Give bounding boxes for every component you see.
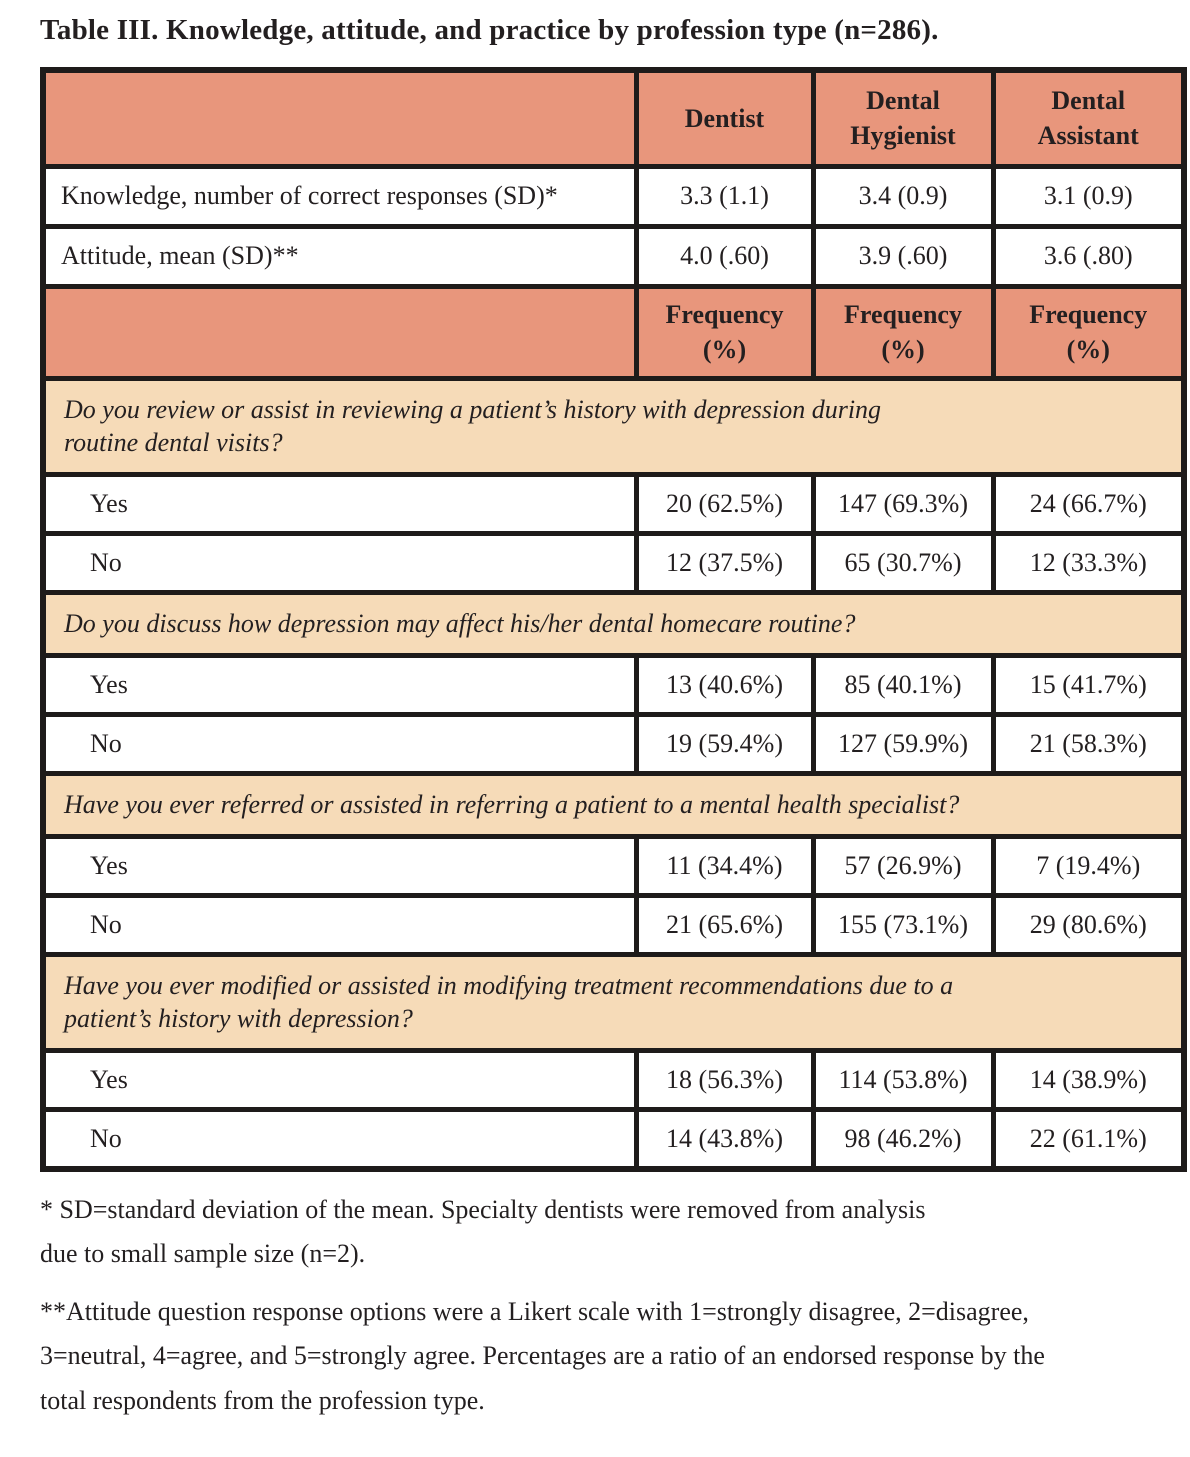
- frequency-label: Frequency: [1029, 299, 1148, 329]
- no-row: [43, 534, 1184, 593]
- question-text: [43, 954, 1184, 1051]
- value-cell-dentist: 19 (59.4%): [636, 714, 813, 773]
- question-text: [43, 593, 1184, 656]
- row-label: No: [43, 534, 636, 593]
- row-label: Yes: [43, 1051, 636, 1110]
- no-row: [43, 714, 1184, 773]
- frequency-header-row: [43, 286, 1184, 378]
- value-cell-hygienist: 85 (40.1%): [813, 655, 993, 714]
- row-label: Yes: [43, 836, 636, 895]
- row-label: Attitude, mean (SD)**: [43, 226, 636, 286]
- footnotes-section: [40, 1188, 1181, 1423]
- value-cell-assistant: 12 (33.3%): [993, 534, 1184, 593]
- footnote-line: 3=neutral, 4=agree, and 5=strongly agree. Percentages are a ratio of an endorsed response by the: [40, 1341, 1045, 1371]
- question-line: Have you ever modified or assisted in modifying treatment recommendations due to a: [64, 970, 954, 1000]
- yes-row: [43, 836, 1184, 895]
- frequency-label: (%): [702, 335, 747, 364]
- value-cell-hygienist: 3.4 (0.9): [813, 166, 993, 226]
- header-empty-cell: [43, 70, 636, 166]
- question-row-3: [43, 773, 1184, 836]
- value-cell-dentist: 18 (56.3%): [636, 1051, 813, 1110]
- value-cell-assistant: 15 (41.7%): [993, 655, 1184, 714]
- row-label: No: [43, 714, 636, 773]
- value-cell-hygienist: 114 (53.8%): [813, 1051, 993, 1110]
- question-row-2: [43, 593, 1184, 656]
- footnote-text: SD=standard deviation of the mean. Specialty dentists were removed from analysis: [59, 1194, 926, 1224]
- table-title: Table III. Knowledge, attitude, and practice by profession type (n=286).: [40, 14, 939, 46]
- row-label: Yes: [43, 655, 636, 714]
- frequency-header-assistant: [993, 286, 1184, 378]
- col-header-label: Hygienist: [850, 121, 956, 151]
- column-header-row: [43, 70, 1184, 166]
- value-cell-assistant: 3.1 (0.9): [993, 166, 1184, 226]
- question-line: Have you ever referred or assisted in referring a patient to a mental health specialist?: [64, 789, 960, 819]
- question-text: [43, 773, 1184, 836]
- value-cell-assistant: 14 (38.9%): [993, 1051, 1184, 1110]
- value-cell-hygienist: 65 (30.7%): [813, 534, 993, 593]
- value-cell-dentist: 13 (40.6%): [636, 655, 813, 714]
- attitude-row: [43, 226, 1184, 286]
- value-cell-dentist: 21 (65.6%): [636, 895, 813, 954]
- footnote-sd: [40, 1188, 1151, 1276]
- question-line: Do you review or assist in reviewing a patient’s history with depression during: [64, 394, 882, 424]
- col-header-label: Assistant: [1037, 121, 1139, 151]
- footnote-marker: **: [40, 1297, 66, 1327]
- col-header-dentist: [636, 70, 813, 166]
- value-cell-assistant: 22 (61.1%): [993, 1110, 1184, 1169]
- footnote-marker: *: [40, 1194, 53, 1224]
- footnote-line: [40, 1188, 1151, 1232]
- col-header-label: Dental: [866, 86, 940, 116]
- frequency-label: (%): [881, 335, 925, 364]
- frequency-label: Frequency: [665, 299, 784, 329]
- row-label: No: [43, 895, 636, 954]
- value-cell-dentist: 12 (37.5%): [636, 534, 813, 593]
- question-row-1: [43, 378, 1184, 475]
- footnote-line: due to small sample size (n=2).: [40, 1238, 366, 1268]
- value-cell-dentist: 20 (62.5%): [636, 475, 813, 534]
- frequency-label: (%): [1066, 335, 1110, 364]
- footnote-attitude: [40, 1290, 1151, 1423]
- knowledge-row: [43, 166, 1184, 226]
- value-cell-hygienist: 155 (73.1%): [813, 895, 993, 954]
- yes-row: [43, 655, 1184, 714]
- value-cell-hygienist: 127 (59.9%): [813, 714, 993, 773]
- value-cell-hygienist: 147 (69.3%): [813, 475, 993, 534]
- question-text: [43, 378, 1184, 475]
- no-row: [43, 1110, 1184, 1169]
- question-row-4: [43, 954, 1184, 1051]
- value-cell-assistant: 7 (19.4%): [993, 836, 1184, 895]
- value-cell-assistant: 3.6 (.80): [993, 226, 1184, 286]
- col-header-dental-assistant: [993, 70, 1184, 166]
- kap-table: [40, 67, 1187, 1172]
- no-row: [43, 895, 1184, 954]
- question-line: Do you discuss how depression may affect his/her dental homecare routine?: [64, 609, 856, 639]
- yes-row: [43, 475, 1184, 534]
- row-label: No: [43, 1110, 636, 1169]
- value-cell-hygienist: 3.9 (.60): [813, 226, 993, 286]
- question-line: routine dental visits?: [64, 428, 283, 458]
- frequency-header-hygienist: [813, 286, 993, 378]
- value-cell-dentist: 11 (34.4%): [636, 836, 813, 895]
- value-cell-hygienist: 98 (46.2%): [813, 1110, 993, 1169]
- value-cell-hygienist: 57 (26.9%): [813, 836, 993, 895]
- row-label: Knowledge, number of correct responses (SD)*: [43, 166, 636, 226]
- yes-row: [43, 1051, 1184, 1110]
- footnote-text: Attitude question response options were a Likert scale with 1=strongly disagree, 2=disagree,: [66, 1297, 1029, 1327]
- frequency-label: Frequency: [844, 299, 962, 329]
- col-header-label: Dental: [1051, 86, 1126, 116]
- frequency-empty-cell: [43, 286, 636, 378]
- question-line: patient’s history with depression?: [64, 1004, 413, 1034]
- col-header-dental-hygienist: [813, 70, 993, 166]
- value-cell-dentist: 4.0 (.60): [636, 226, 813, 286]
- value-cell-assistant: 29 (80.6%): [993, 895, 1184, 954]
- footnote-line: [40, 1290, 1151, 1334]
- footnote-line: total respondents from the profession type.: [40, 1385, 485, 1415]
- value-cell-dentist: 14 (43.8%): [636, 1110, 813, 1169]
- row-label: Yes: [43, 475, 636, 534]
- frequency-header-dentist: [636, 286, 813, 378]
- col-header-label: Dentist: [684, 103, 765, 133]
- value-cell-dentist: 3.3 (1.1): [636, 166, 813, 226]
- value-cell-assistant: 21 (58.3%): [993, 714, 1184, 773]
- value-cell-assistant: 24 (66.7%): [993, 475, 1184, 534]
